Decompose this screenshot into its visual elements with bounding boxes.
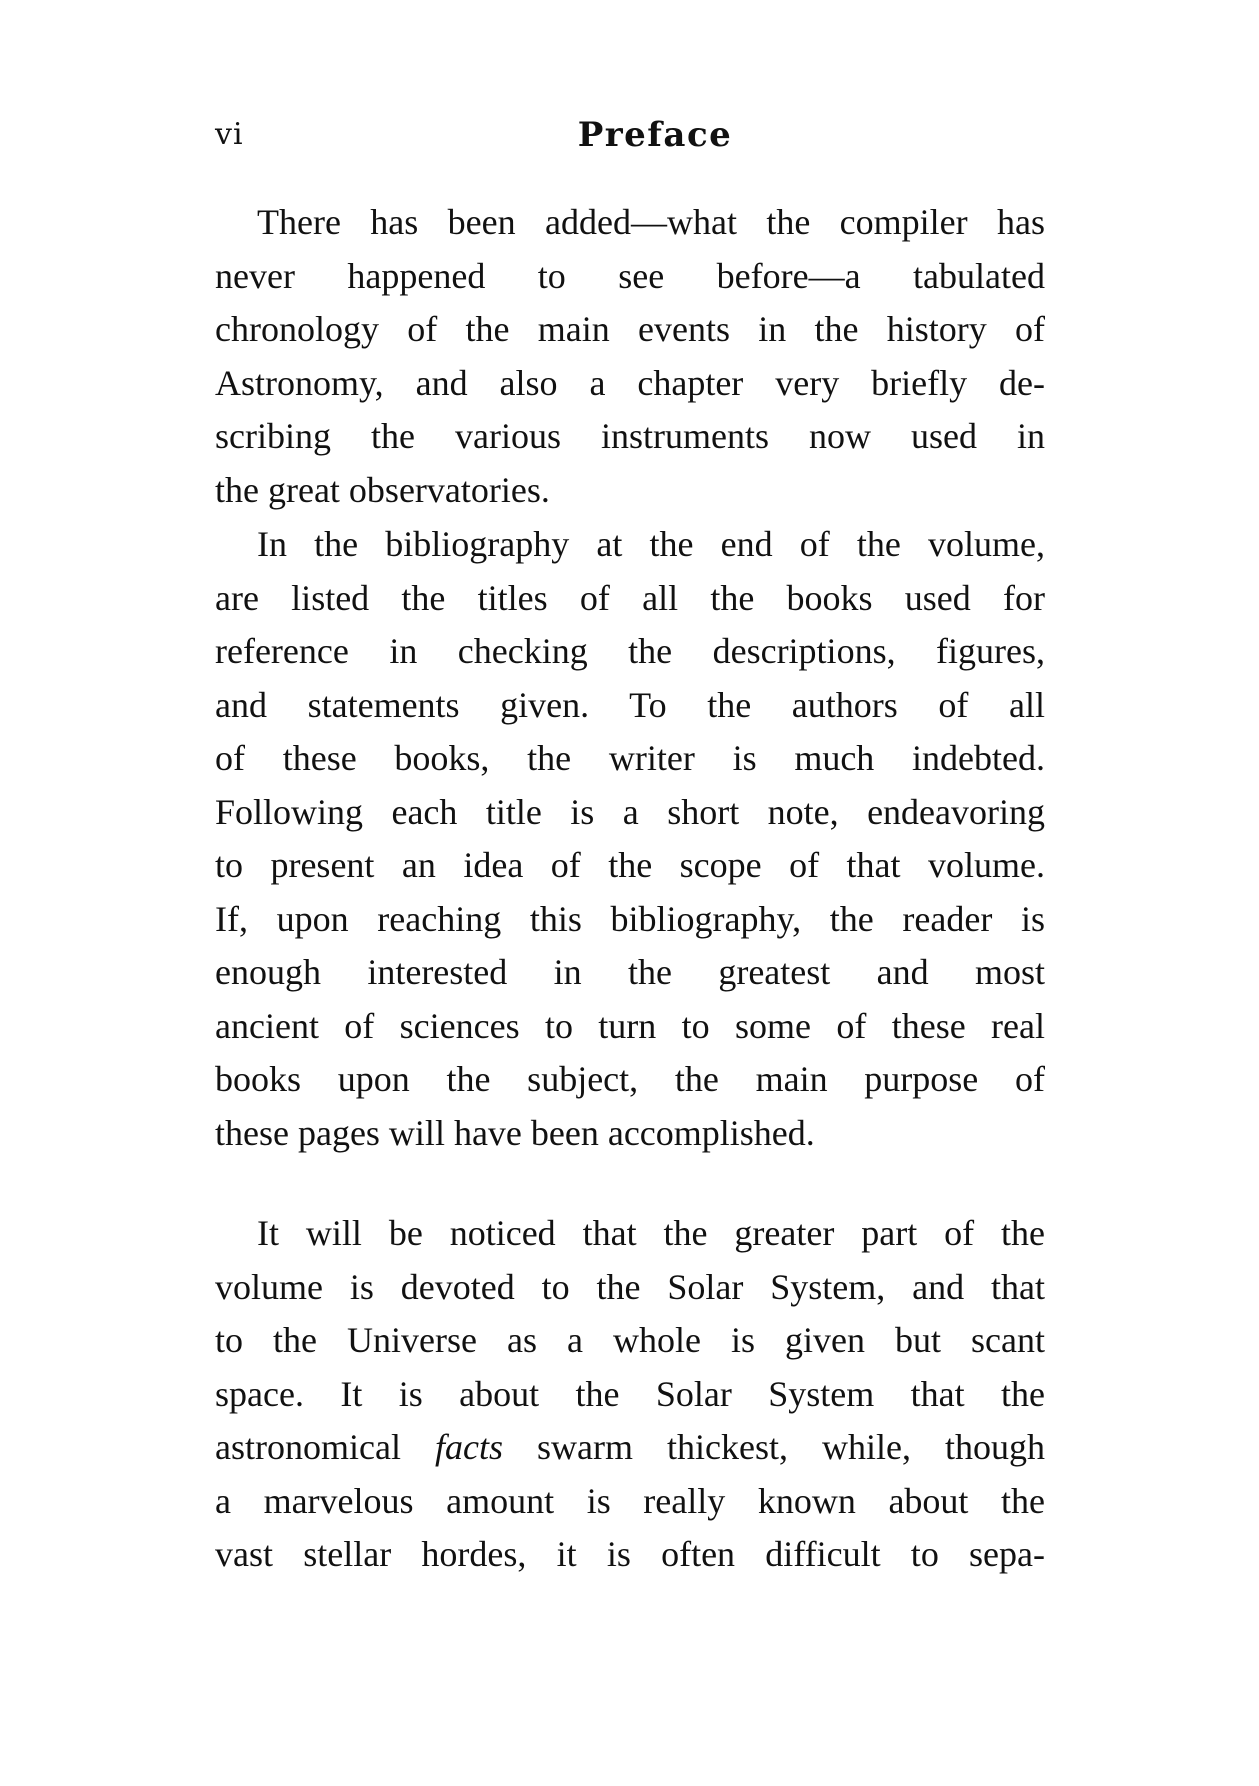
text-line: a marvelous amount is really known about the [215, 1480, 1045, 1521]
page-number: vi [215, 117, 244, 152]
text-line: volume is devoted to the Solar System, and that [215, 1266, 1045, 1307]
text-line: to present an idea of the scope of that volume. [215, 845, 1045, 885]
text-line: and statements given. To the authors of all [215, 684, 1045, 725]
text-line: Following each title is a short note, endeavoring [215, 791, 1045, 832]
text-line: books upon the subject, the main purpose of [215, 1059, 1045, 1099]
text-fragment: astronomical [215, 1427, 401, 1467]
text-line: It will be noticed that the greater part of the [257, 1213, 1045, 1253]
text-line: reference in checking the descriptions, figures, [215, 631, 1045, 671]
text-line: enough interested in the greatest and most [215, 952, 1045, 992]
page-title: Preface [577, 115, 733, 155]
text-line: never happened to see before—a tabulated [215, 255, 1045, 296]
text-line: of these books, the writer is much indebted. [215, 738, 1045, 778]
text-line: There has been added—what the compiler has [257, 202, 1045, 242]
text-line: are listed the titles of all the books used for [215, 577, 1045, 618]
text-line: scribing the various instruments now used in [215, 416, 1045, 456]
text-line: If, upon reaching this bibliography, the reader is [215, 898, 1045, 939]
page-header [215, 110, 1045, 160]
text-line: chronology of the main events in the history of [215, 309, 1045, 349]
text-line-with-italic [215, 1421, 1045, 1475]
paragraph-3 [215, 1207, 1045, 1582]
italic-word: facts [434, 1427, 503, 1467]
text-fragment: swarm thickest, while, though [537, 1427, 1046, 1467]
text-line: space. It is about the Solar System that the [215, 1373, 1045, 1414]
text-line: ancient of sciences to turn to some of these real [215, 1005, 1045, 1046]
text-line: to the Universe as a whole is given but scant [215, 1320, 1045, 1360]
text-line: the great observatories. [215, 469, 550, 510]
text-line: these pages will have been accomplished. [215, 1112, 815, 1153]
paragraph-1 [215, 196, 1045, 517]
paragraph-2 [215, 518, 1045, 1160]
text-line: In the bibliography at the end of the volume, [257, 524, 1045, 564]
text-line: Astronomy, and also a chapter very briefly de- [215, 362, 1045, 403]
text-line: vast stellar hordes, it is often difficult to sepa- [215, 1534, 1045, 1574]
